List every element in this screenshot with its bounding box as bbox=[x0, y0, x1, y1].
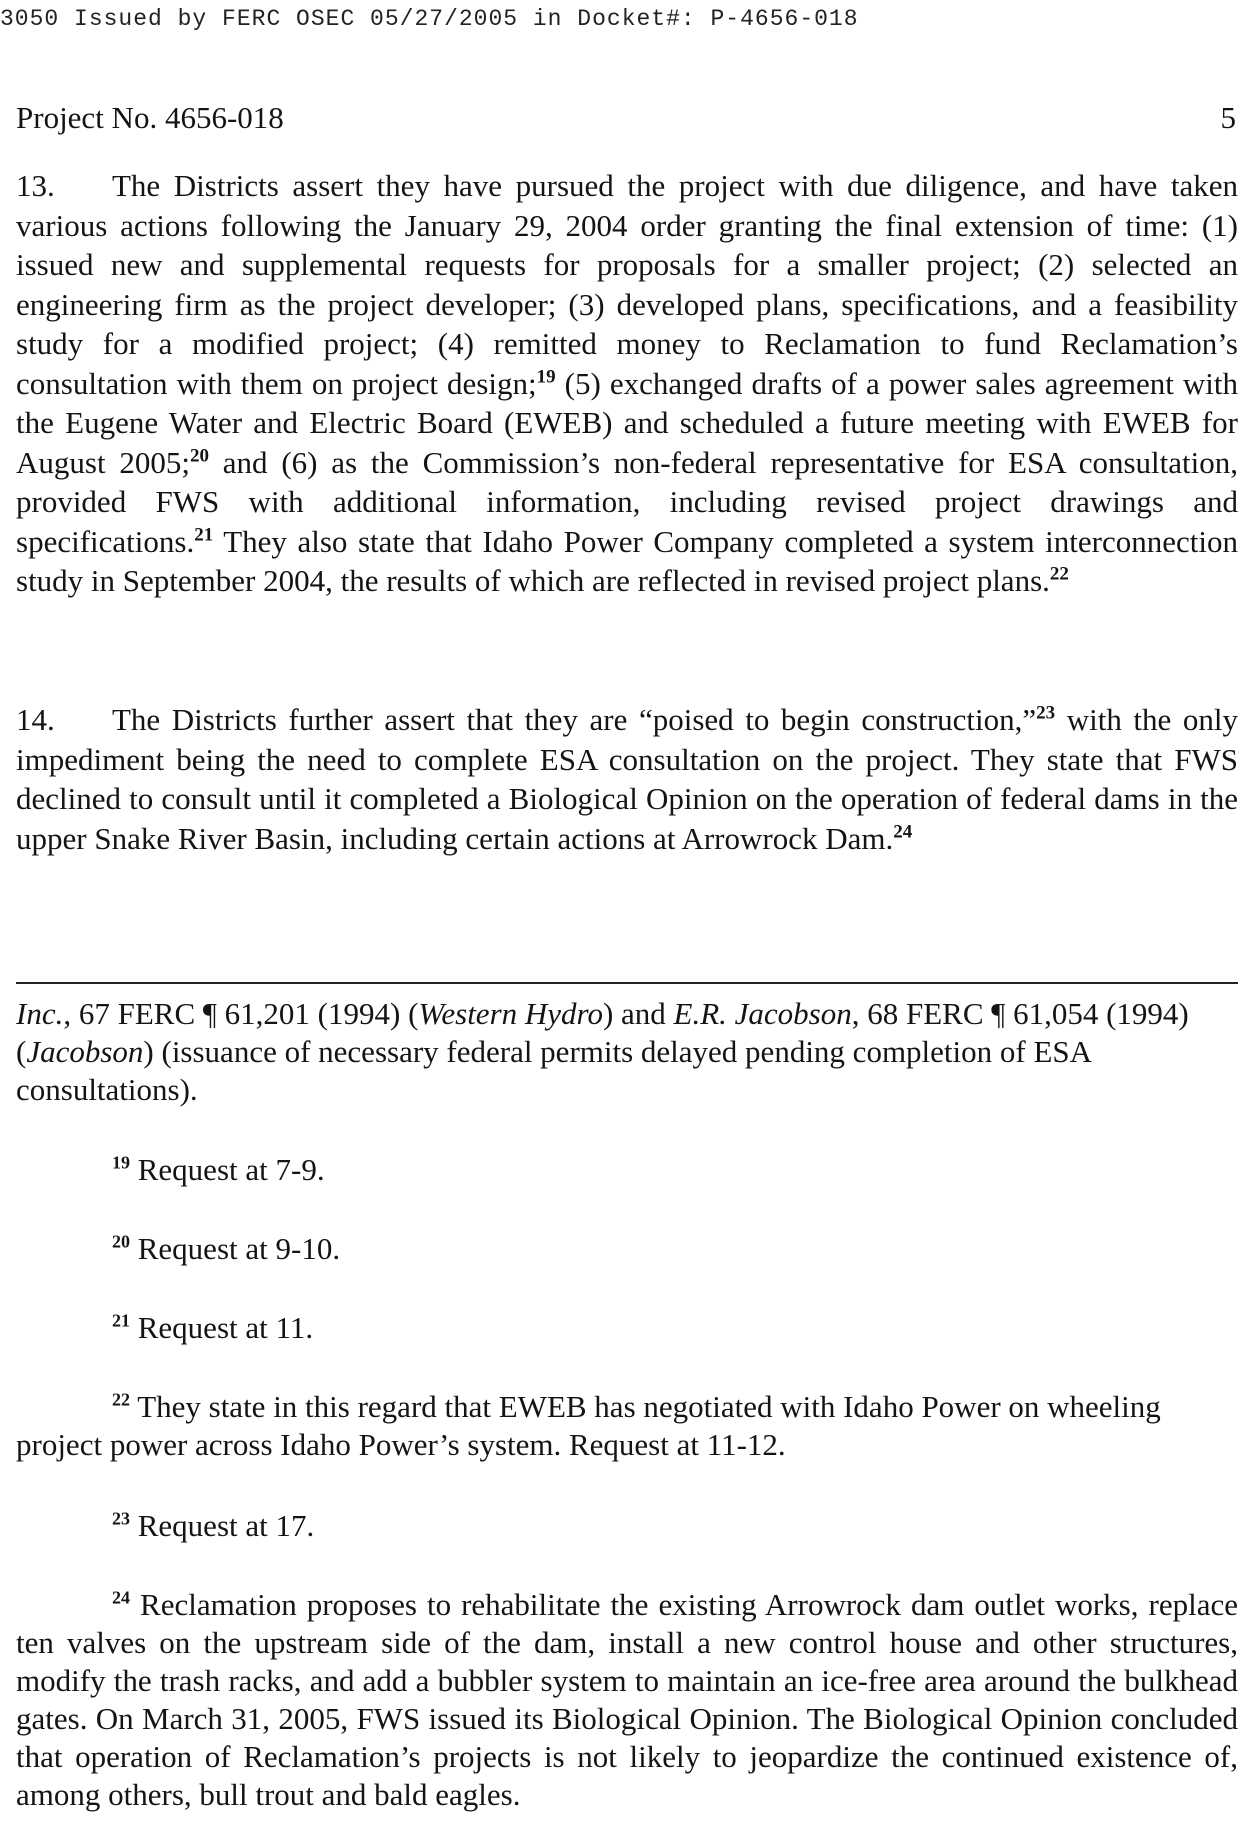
footnote-ref[interactable]: 21 bbox=[194, 524, 214, 546]
footnote-text: Request at 7-9. bbox=[130, 1152, 325, 1187]
project-number: Project No. 4656-018 bbox=[16, 100, 284, 135]
footnote-text: Reclamation proposes to rehabilitate the existing Arrowrock dam outlet works, replace ten valves on the upstream side of the dam, install a new control house and other structures, modify the trash racks, and add a bubbler system to maintain an ice-free area around the bulkhead gates. On March 31, 2005, FWS issued its Biological Opinion. The Biological Opinion concluded that operation of Reclamation’s projects is not likely to jeopardize the continued existence of, among others, bull trout and bald eagles. bbox=[16, 1587, 1238, 1812]
footnote-number: 23 bbox=[112, 1508, 130, 1529]
footnote-text: Request at 17. bbox=[130, 1508, 315, 1543]
footnote-23 bbox=[16, 1507, 1238, 1545]
citation-text: , 67 FERC ¶ 61,201 (1994) ( bbox=[63, 996, 419, 1031]
paragraph-number: 14. bbox=[16, 702, 55, 737]
docket-stamp: 3050 Issued by FERC OSEC 05/27/2005 in Docket#: P-4656-018 bbox=[0, 6, 859, 32]
footnote-19 bbox=[16, 1151, 1238, 1189]
citation-text: , 68 FERC ¶ 61,054 (1994) ( bbox=[16, 996, 1189, 1069]
paragraph-text: The Districts assert they have pursued the project with due diligence, and have taken various actions following the January 29, 2004 order granting the final extension of time: (1) issued new and supplemental requests for proposals for a smaller project; (2) selected an engineering firm as the project developer; (3) developed plans, specifications, and a feasibility study for a modified project; (4) remitted money to Reclamation to fund Reclamation’s consultation with them on project design; bbox=[16, 168, 1238, 401]
paragraph-text: The Districts further assert that they are “poised to begin construction,” bbox=[112, 702, 1037, 737]
footnote-text: They state in this regard that EWEB has negotiated with Idaho Power on wheeling project power across Idaho Power’s system. Request at 11-12. bbox=[16, 1389, 1161, 1462]
citation-text: ) and bbox=[602, 996, 674, 1031]
footnote-ref[interactable]: 23 bbox=[1036, 702, 1056, 724]
footnote-24 bbox=[16, 1586, 1238, 1814]
footnote-ref[interactable]: 20 bbox=[189, 445, 209, 467]
footnote-22 bbox=[16, 1388, 1238, 1464]
case-name: Jacobson bbox=[26, 1034, 144, 1069]
case-name: Western Hydro bbox=[418, 996, 603, 1031]
page-header bbox=[16, 100, 1236, 136]
citation-text: ) (issuance of necessary federal permits delayed pending completion of ESA consultations). bbox=[16, 1034, 1091, 1107]
footnote-number: 20 bbox=[112, 1231, 130, 1252]
footnote-separator bbox=[16, 982, 1238, 984]
paragraph-text: and (6) as the Commission’s non-federal representative for ESA consultation, provided FWS with additional information, including revised project drawings and specifications. bbox=[16, 444, 1238, 559]
footnote-number: 24 bbox=[112, 1587, 130, 1608]
paragraph-text: with the only impediment being the need to complete ESA consultation on the project. They state that FWS declined to consult until it completed a Biological Opinion on the operation of federal dams in the upper Snake River Basin, including certain actions at Arrowrock Dam. bbox=[16, 702, 1238, 856]
footnote-ref[interactable]: 22 bbox=[1049, 563, 1069, 585]
footnote-continuation bbox=[16, 995, 1238, 1109]
paragraph-14 bbox=[16, 700, 1238, 858]
footnote-number: 21 bbox=[112, 1310, 130, 1331]
case-name: E.R. Jacobson bbox=[673, 996, 852, 1031]
case-name: Inc. bbox=[16, 996, 64, 1031]
page-number: 5 bbox=[1220, 100, 1236, 135]
footnote-20 bbox=[16, 1230, 1238, 1268]
footnote-21 bbox=[16, 1309, 1238, 1347]
footnote-text: Request at 9-10. bbox=[130, 1231, 341, 1266]
paragraph-13 bbox=[16, 166, 1238, 601]
paragraph-text: They also state that Idaho Power Company completed a system interconnection study in September 2004, the results of which are reflected in revised project plans. bbox=[16, 523, 1238, 598]
footnote-number: 22 bbox=[112, 1389, 130, 1410]
paragraph-text: (5) exchanged drafts of a power sales agreement with the Eugene Water and Electric Board (EWEB) and scheduled a future meeting with EWEB for August 2005; bbox=[16, 365, 1238, 480]
footnote-text: Request at 11. bbox=[130, 1310, 314, 1345]
footnote-ref[interactable]: 19 bbox=[536, 366, 556, 388]
paragraph-number: 13. bbox=[16, 168, 55, 203]
footnote-ref[interactable]: 24 bbox=[893, 821, 913, 843]
footnote-number: 19 bbox=[112, 1152, 130, 1173]
